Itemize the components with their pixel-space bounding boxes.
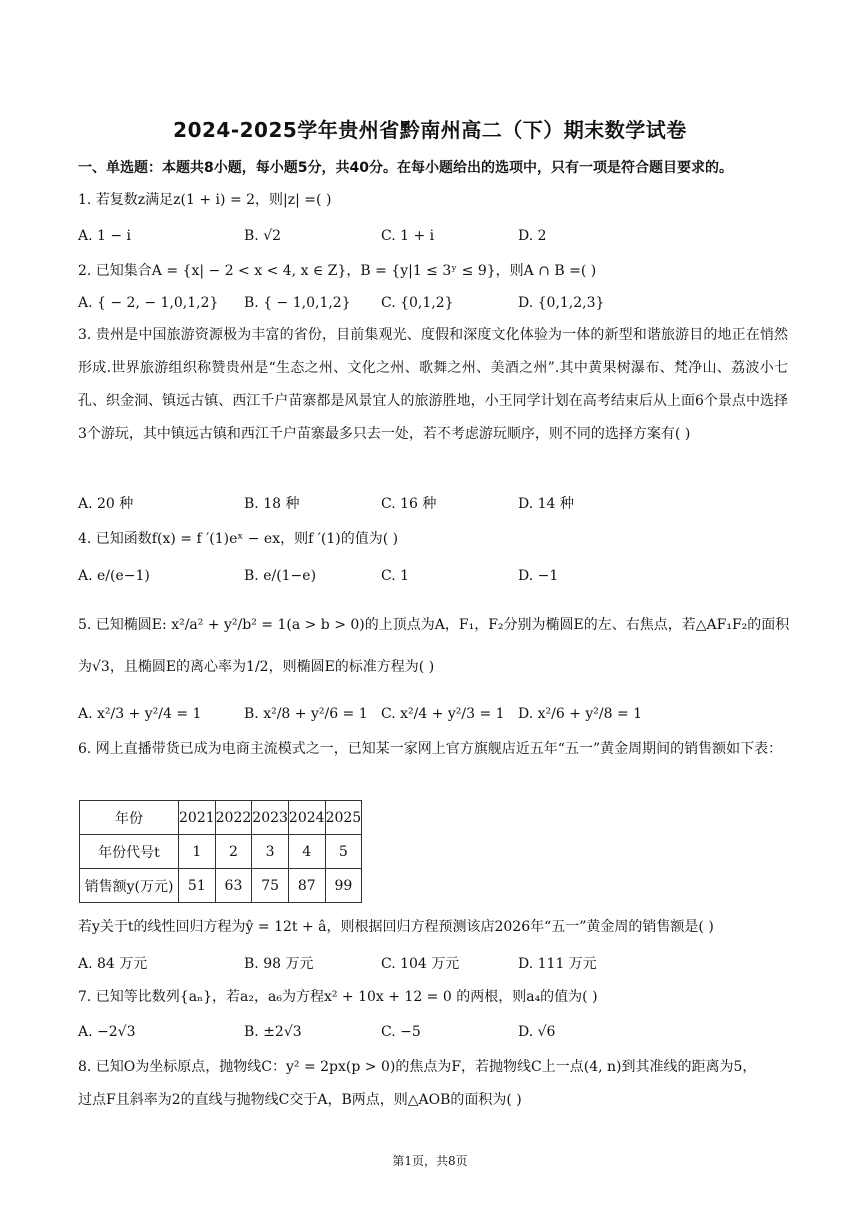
table-row	[80, 869, 362, 903]
table-cell: 87	[288, 869, 325, 903]
question-1-option-a: A. 1 − i	[78, 228, 132, 244]
page-title: 2024-2025学年贵州省黔南州高二（下）期末数学试卷	[173, 118, 687, 142]
question-5-option-b: B. x²/8 + y²/6 = 1	[244, 706, 368, 722]
question-5-stem-line1: 5. 已知椭圆E: x²/a² + y²/b² = 1(a > b > 0)的上顶点为A，F₁，F₂分别为椭圆E的左、右焦点，若△AF₁F₂的面积	[78, 617, 790, 633]
table-cell: 2022	[215, 801, 252, 835]
question-8-stem-line2: 过点F且斜率为2的直线与抛物线C交于A，B两点，则△AOB的面积为( )	[78, 1092, 522, 1108]
table-cell: 年份	[80, 801, 179, 835]
table-cell: 1	[179, 835, 216, 869]
table-cell: 年份代号t	[80, 835, 179, 869]
table-cell: 3	[252, 835, 289, 869]
question-6-option-b: B. 98 万元	[244, 956, 314, 972]
question-1-option-b: B. √2	[244, 228, 282, 244]
question-6-option-d: D. 111 万元	[518, 956, 597, 972]
question-3-stem: 3. 贵州是中国旅游资源极为丰富的省份，目前集观光、度假和深度文化体验为一体的新型和谐旅游目的地正在悄然形成.世界旅游组织称赞贵州是“生态之州、文化之州、歌舞之州、美酒之州”.其中黄果树瀑布、梵净山、荔波小七孔、织金洞、镇远古镇、西江千户苗寨都是风景宜人的旅游胜地，小王同学计划在高考结束后从上面6个景点中选择3个游玩，其中镇远古镇和西江千户苗寨最多只去一处，若不考虑游玩顺序，则不同的选择方案有( )	[78, 327, 788, 442]
question-2-option-d: D. {0,1,2,3}	[518, 295, 605, 311]
question-6-option-c: C. 104 万元	[381, 956, 460, 972]
question-7-option-c: C. −5	[381, 1024, 421, 1040]
question-5-option-a: A. x²/3 + y²/4 = 1	[78, 706, 202, 722]
table-cell: 2023	[252, 801, 289, 835]
table-cell: 5	[325, 835, 362, 869]
question-1-stem: 1. 若复数z满足z(1 + i) = 2，则|z| =( )	[78, 192, 332, 208]
page-footer: 第1页，共8页	[392, 1154, 468, 1168]
table-cell: 99	[325, 869, 362, 903]
question-4-option-b: B. e/(1−e)	[244, 568, 317, 584]
question-4-option-d: D. −1	[518, 568, 559, 584]
question-4-stem: 4. 已知函数f(x) = f ′(1)eˣ − ex，则f ′(1)的值为( )	[78, 531, 399, 547]
table-cell: 销售额y(万元)	[80, 869, 179, 903]
question-8-stem-line1: 8. 已知O为坐标原点，抛物线C：y² = 2px(p > 0)的焦点为F，若抛物线C上一点(4, n)到其准线的距离为5，	[78, 1059, 757, 1075]
question-1-option-d: D. 2	[518, 228, 547, 244]
question-4-option-a: A. e/(e−1)	[78, 568, 150, 584]
question-2-option-b: B. { − 1,0,1,2}	[244, 295, 351, 311]
question-6-option-a: A. 84 万元	[78, 956, 148, 972]
table-row	[80, 835, 362, 869]
question-2-stem: 2. 已知集合A = {x| − 2 < x < 4, x ∈ Z}，B = {y|1 ≤ 3ʸ ≤ 9}，则A ∩ B =( )	[78, 263, 597, 279]
question-2-option-a: A. { − 2, − 1,0,1,2}	[78, 295, 219, 311]
table-cell: 2024	[288, 801, 325, 835]
question-7-stem: 7. 已知等比数列{aₙ}，若a₂，a₆为方程x² + 10x + 12 = 0 的两根，则a₄的值为( )	[78, 989, 598, 1005]
section-heading: 一、单选题：本题共8小题，每小题5分，共40分。在每小题给出的选项中，只有一项是符合题目要求的。	[78, 160, 733, 176]
question-7-option-b: B. ±2√3	[244, 1024, 302, 1040]
question-6-followup: 若y关于t的线性回归方程为ŷ = 12t + â，则根据回归方程预测该店2026年“五一”黄金周的销售额是( )	[78, 919, 714, 935]
table-cell: 75	[252, 869, 289, 903]
question-5-option-c: C. x²/4 + y²/3 = 1	[381, 706, 505, 722]
question-5-option-d: D. x²/6 + y²/8 = 1	[518, 706, 643, 722]
sales-table	[79, 800, 362, 903]
table-cell: 2021	[179, 801, 216, 835]
question-1-option-c: C. 1 + i	[381, 228, 435, 244]
question-5-stem-line2: 为√3，且椭圆E的离心率为1/2，则椭圆E的标准方程为( )	[78, 659, 435, 675]
question-3-option-d: D. 14 种	[518, 496, 574, 512]
table-cell: 2025	[325, 801, 362, 835]
question-7-option-d: D. √6	[518, 1024, 556, 1040]
table-cell: 2	[215, 835, 252, 869]
table-cell: 63	[215, 869, 252, 903]
question-3-option-c: C. 16 种	[381, 496, 437, 512]
question-2-option-c: C. {0,1,2}	[381, 295, 454, 311]
question-7-option-a: A. −2√3	[78, 1024, 136, 1040]
question-4-option-c: C. 1	[381, 568, 410, 584]
table-cell: 4	[288, 835, 325, 869]
question-6-stem: 6. 网上直播带货已成为电商主流模式之一，已知某一家网上官方旗舰店近五年“五一”黄金周期间的销售额如下表：	[78, 741, 783, 757]
question-3-option-b: B. 18 种	[244, 496, 300, 512]
table-row	[80, 801, 362, 835]
question-3-option-a: A. 20 种	[78, 496, 134, 512]
table-cell: 51	[179, 869, 216, 903]
